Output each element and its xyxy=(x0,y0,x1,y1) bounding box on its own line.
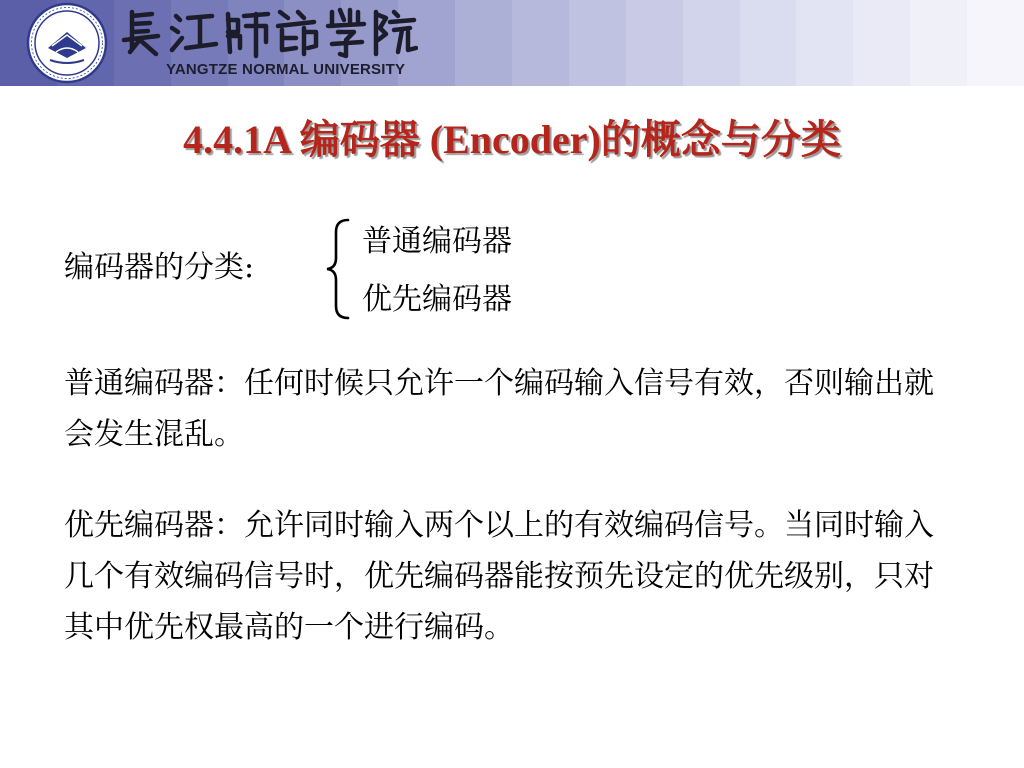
classification-option-normal: 普通编码器 xyxy=(362,224,512,259)
header-stripe xyxy=(569,0,626,86)
header-stripe xyxy=(853,0,910,86)
header-banner xyxy=(0,0,1024,86)
header-stripe xyxy=(910,0,967,86)
slide-title: 4.4.1A 编码器 (Encoder)的概念与分类 xyxy=(183,117,841,162)
header-stripe xyxy=(796,0,853,86)
header-stripe xyxy=(740,0,797,86)
paragraph-priority-encoder: 优先编码器：允许同时输入两个以上的有效编码信号。当同时输入几个有效编码信号时，优先编码器能按预先设定的优先级别，只对其中优先权最高的一个进行编码。 xyxy=(64,508,934,645)
header-stripe xyxy=(455,0,512,86)
university-calligraphy-logo xyxy=(118,2,418,60)
left-brace-icon xyxy=(324,218,352,320)
header-stripe xyxy=(626,0,683,86)
university-english-name: YANGTZE NORMAL UNIVERSITY xyxy=(166,61,406,78)
classification-option-priority: 优先编码器 xyxy=(362,282,512,317)
university-seal-icon xyxy=(26,2,108,84)
header-stripe xyxy=(512,0,569,86)
header-stripe xyxy=(967,0,1024,86)
header-stripe xyxy=(683,0,740,86)
classification-label: 编码器的分类: xyxy=(64,250,255,285)
paragraph-normal-encoder: 普通编码器：任何时候只允许一个编码输入信号有效，否则输出就会发生混乱。 xyxy=(64,366,934,452)
